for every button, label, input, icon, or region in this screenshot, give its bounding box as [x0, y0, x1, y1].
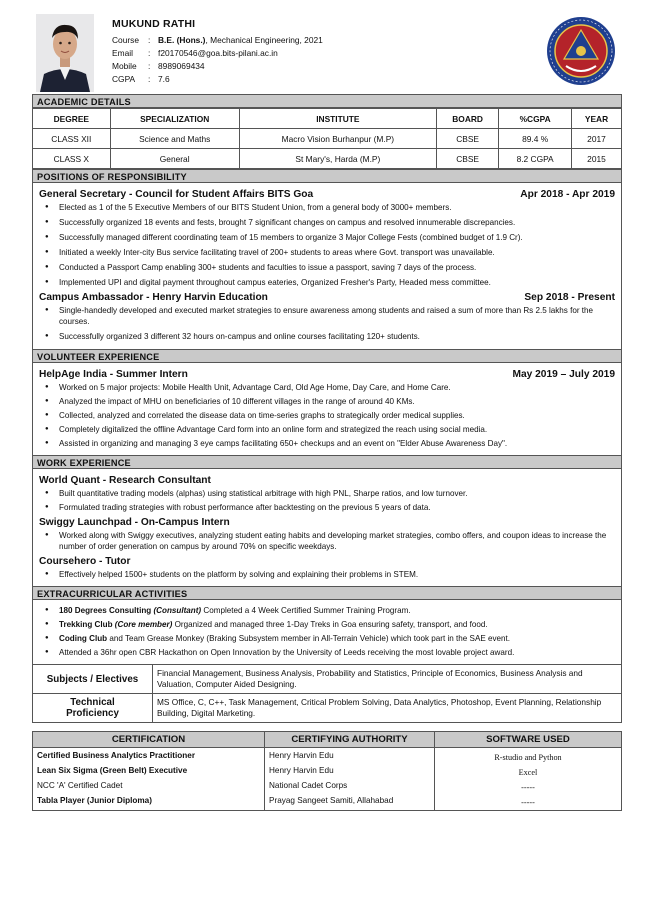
- table-row: [33, 665, 622, 694]
- table-cell: CLASS X: [33, 149, 111, 169]
- email-value[interactable]: f20170546@goa.bits-pilani.ac.in: [158, 48, 278, 58]
- list-item: ● Assisted in organizing and managing 3 eye camps facilitating 650+ checkups and an event on "Elder Abuse Awareness Day".: [59, 438, 615, 449]
- list-item: ● Formulated trading strategies with robust performance after backtesting on the previous 5 years of data.: [59, 502, 615, 513]
- list-item: ● 180 Degrees Consulting (Consultant) Completed a 4 Week Certified Summer Training Program.: [59, 605, 615, 616]
- list-item: ● Worked along with Swiggy executives, analyzing student eating habits and developing market strategies, combo offers, and coupon ideas to increase the number of order generation on campus by around 70% on specific weekdays.: [59, 530, 615, 552]
- table-header-row: [33, 109, 622, 129]
- role-heading: [39, 369, 615, 380]
- list-item: ● Elected as 1 of the 5 Executive Members of our BITS Student Union, from a general body of 3000+ members.: [59, 202, 615, 213]
- table-row: [33, 694, 622, 723]
- subjects-label: Subjects / Electives: [33, 665, 153, 694]
- mobile-value: 8989069434: [158, 61, 205, 71]
- info-key: CGPA: [112, 74, 136, 84]
- cgpa-value: 7.6: [158, 74, 170, 84]
- list-item: ● Conducted a Passport Camp enabling 300+ students and faculties to issue a passport, saving 7 days of the process.: [59, 262, 615, 273]
- mobile-row: Mobile : 8989069434: [112, 61, 205, 71]
- list-item: ● Analyzed the impact of MHU on beneficiaries of 10 different villages in the range of around 40 KMs.: [59, 396, 615, 407]
- role-title: HelpAge India - Summer Intern: [39, 369, 188, 380]
- certification-table: [32, 731, 622, 811]
- column-header: %CGPA: [499, 109, 572, 129]
- table-row: [33, 129, 622, 149]
- table-row: [33, 149, 622, 169]
- table-cell: Science and Maths: [110, 129, 239, 149]
- extracurricular-section-header: EXTRACURRICULAR ACTIVITIES: [32, 586, 622, 600]
- list-item: ● Collected, analyzed and correlated the disease data on time-series graphs to strategically order medical supplies.: [59, 410, 615, 421]
- certification-names: Certified Business Analytics Practitioner Lean Six Sigma (Green Belt) Executive NCC 'A' Certified Cadet Tabla Player (Junior Diploma): [33, 748, 265, 811]
- role-heading: [39, 517, 615, 528]
- subjects-value: Financial Management, Business Analysis, Probability and Statistics, Principle of Economics, Business Analysis and Valuation, Computer Aided Designing.: [153, 665, 622, 694]
- role-date: May 2019 – July 2019: [512, 369, 615, 380]
- list-item: ● Initiated a weekly Inter-city Bus service facilitating travel of 200+ students to areas where Govt. transport was unavailable.: [59, 247, 615, 258]
- table-cell: 2015: [572, 149, 622, 169]
- list-item: ● Effectively helped 1500+ students on the platform by solving and explaining their problems in STEM.: [59, 569, 615, 580]
- table-cell: St Mary's, Harda (M.P): [239, 149, 436, 169]
- list-item: ● Coding Club and Team Grease Monkey (Braking Subsystem member in All-Terrain Vehicle) which took part in the SAE event.: [59, 633, 615, 644]
- list-item: ● Trekking Club (Core member) Organized and managed three 1-Day Treks in Goa ensuring safety, transport, and food.: [59, 619, 615, 630]
- role-title: Swiggy Launchpad - On-Campus Intern: [39, 517, 230, 528]
- candidate-name: MUKUND RATHI: [112, 18, 196, 30]
- column-header: SOFTWARE USED: [435, 732, 622, 748]
- work-section: [32, 469, 622, 586]
- role-title: Coursehero - Tutor: [39, 556, 131, 567]
- role-heading: [39, 556, 615, 567]
- info-value-bold: B.E. (Hons.): [158, 35, 206, 45]
- technical-label: Technical Proficiency: [33, 694, 153, 723]
- table-cell: Macro Vision Burhanpur (M.P): [239, 129, 436, 149]
- profile-photo: [36, 14, 94, 92]
- role-heading: [39, 475, 615, 486]
- table-cell: General: [110, 149, 239, 169]
- role-heading: [39, 189, 615, 200]
- volunteer-section: [32, 363, 622, 455]
- certifying-authorities: Henry Harvin Edu Henry Harvin Edu National Cadet Corps Prayag Sangeet Samiti, Allahabad: [265, 748, 435, 811]
- volunteer-section-header: VOLUNTEER EXPERIENCE: [32, 349, 622, 363]
- info-key: Course: [112, 35, 139, 45]
- info-key: Email: [112, 48, 133, 58]
- column-header: INSTITUTE: [239, 109, 436, 129]
- course-row: Course : B.E. (Hons.), Mechanical Engineering, 2021: [112, 35, 323, 45]
- table-cell: 89.4 %: [499, 129, 572, 149]
- skills-table: [32, 664, 622, 723]
- academic-table: [32, 108, 622, 169]
- email-row: Email : f20170546@goa.bits-pilani.ac.in: [112, 48, 278, 58]
- technical-value: MS Office, C, C++, Task Management, Critical Problem Solving, Data Analytics, Photoshop, Event Planning, Relationship Building, Digital Marketing.: [153, 694, 622, 723]
- list-item: ● Built quantitative trading models (alphas) using statistical arbitrage with high PNL, Sharpe ratios, and low turnover.: [59, 488, 615, 499]
- role-heading: [39, 292, 615, 303]
- table-header-row: [33, 732, 622, 748]
- role-title: General Secretary - Council for Student Affairs BITS Goa: [39, 189, 314, 200]
- column-header: CERTIFICATION: [33, 732, 265, 748]
- column-header: CERTIFYING AUTHORITY: [265, 732, 435, 748]
- role-bullets: [39, 382, 615, 449]
- role-date: Sep 2018 - Present: [524, 292, 615, 303]
- role-bullets: [39, 488, 615, 513]
- work-section-header: WORK EXPERIENCE: [32, 455, 622, 469]
- list-item: ● Successfully organized 3 different 32 hours on-campus and online courses facilitating 120+ students.: [59, 331, 615, 342]
- resume-page: [32, 10, 622, 811]
- resume-header: [32, 10, 622, 94]
- table-cell: CBSE: [436, 129, 498, 149]
- role-bullets: [39, 569, 615, 580]
- table-cell: CLASS XII: [33, 129, 111, 149]
- table-row: [33, 748, 622, 811]
- university-logo-icon: [546, 16, 616, 86]
- column-header: BOARD: [436, 109, 498, 129]
- activity-list: [39, 605, 615, 658]
- info-value: , Mechanical Engineering, 2021: [205, 35, 323, 45]
- table-cell: 8.2 CGPA: [499, 149, 572, 169]
- software-used: R-studio and Python Excel ----- -----: [435, 748, 622, 811]
- list-item: ● Worked on 5 major projects: Mobile Health Unit, Advantage Card, Old Age Home, Day Care, and Home Care.: [59, 382, 615, 393]
- extracurricular-section: [32, 600, 622, 664]
- table-cell: 2017: [572, 129, 622, 149]
- list-item: ● Completely digitalized the offline Advantage Card form into an online form and strategized the reach using social media.: [59, 424, 615, 435]
- list-item: ● Single-handedly developed and executed market strategies to ensure awareness among students and raised a sum of more than Rs 2.5 lakhs for the courses.: [59, 305, 615, 327]
- list-item: ● Attended a 36hr open CBR Hackathon on Open Innovation by the University of Leeds receiving the most lovable project award.: [59, 647, 615, 658]
- role-date: Apr 2018 - Apr 2019: [520, 189, 615, 200]
- column-header: DEGREE: [33, 109, 111, 129]
- academic-section-header: ACADEMIC DETAILS: [32, 94, 622, 108]
- role-title: Campus Ambassador - Henry Harvin Education: [39, 292, 268, 303]
- info-key: Mobile: [112, 61, 137, 71]
- role-bullets: [39, 202, 615, 288]
- profile-info: [112, 18, 323, 86]
- cgpa-row: CGPA : 7.6: [112, 74, 170, 84]
- role-title: World Quant - Research Consultant: [39, 475, 211, 486]
- list-item: ● Successfully managed different coordinating team of 15 members to organize 3 Major College Fests (combined budget of 1.9 Cr).: [59, 232, 615, 243]
- list-item: ● Successfully organized 18 events and fests, brought 7 significant changes on campus and resolved innumerable discrepancies.: [59, 217, 615, 228]
- column-header: SPECIALIZATION: [110, 109, 239, 129]
- role-bullets: [39, 530, 615, 552]
- por-section-header: POSITIONS OF RESPONSIBILITY: [32, 169, 622, 183]
- column-header: YEAR: [572, 109, 622, 129]
- role-bullets: [39, 305, 615, 342]
- table-cell: CBSE: [436, 149, 498, 169]
- por-section: [32, 183, 622, 349]
- list-item: ● Implemented UPI and digital payment throughout campus eateries, Organized Fresher's Party, Headed mess committee.: [59, 277, 615, 288]
